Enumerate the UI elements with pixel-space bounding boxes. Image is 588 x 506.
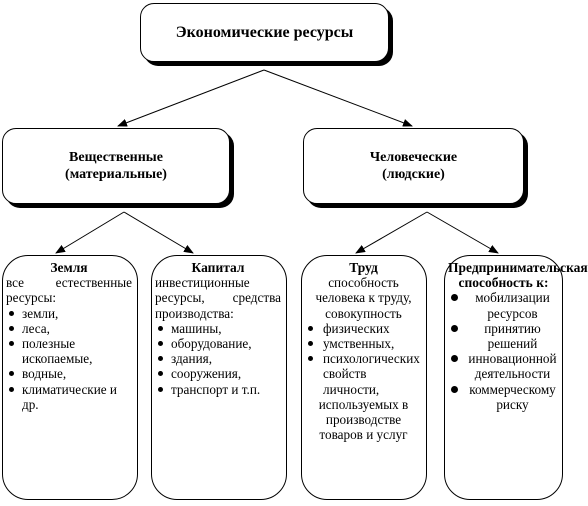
list-item: леса, (6, 321, 132, 336)
leaf-labour-desc: способность человека к труду, совокупность (315, 275, 412, 321)
list-item: коммерческому риску (448, 382, 559, 412)
arrow-human-to-entrep (427, 212, 498, 253)
leaf-capital-desc: инвестиционные ресурсы, средства производства: (155, 275, 281, 321)
arrow-root-to-human (264, 70, 412, 126)
branch-material-node (2, 128, 230, 204)
list-item: водные, (6, 366, 132, 381)
leaf-entrepreneurship (444, 255, 588, 500)
leaf-entrepreneurship-list (448, 290, 559, 412)
list-item: принятию решений (448, 321, 559, 351)
arrow-root-to-material (118, 70, 264, 126)
leaf-capital-list (155, 321, 281, 397)
branch-human-subtitle: (людские) (382, 167, 445, 182)
arrow-material-to-earth (56, 212, 124, 253)
leaf-entrepreneurship-title: Предпринимательская способность к: (448, 260, 588, 291)
leaf-labour-tail: используемых в производстве товаров и услуг (318, 396, 409, 443)
branch-material-title: Вещественные (69, 150, 163, 165)
branch-material-subtitle: (материальные) (65, 167, 167, 182)
list-item: сооружения, (155, 366, 281, 381)
leaf-capital (151, 255, 287, 500)
list-item: оборудование, (155, 336, 281, 351)
leaf-labour-title: Труд (349, 260, 378, 275)
arrow-human-to-labour (356, 212, 427, 253)
list-item: физических (305, 321, 422, 336)
list-item: земли, (6, 306, 132, 321)
leaf-labour-list (305, 321, 422, 397)
list-item: машины, (155, 321, 281, 336)
list-item: климатические и др. (6, 382, 132, 412)
list-item: инновационной деятельности (448, 351, 559, 381)
list-item: полезные ископаемые, (6, 336, 132, 366)
leaf-earth (2, 255, 138, 500)
branch-human-title: Человеческие (369, 150, 458, 165)
arrow-material-to-capital (124, 212, 193, 253)
list-item: мобилизации ресурсов (448, 290, 559, 320)
list-item: транспорт и т.п. (155, 382, 281, 397)
leaf-earth-list (6, 306, 132, 412)
leaf-capital-title: Капитал (191, 260, 245, 275)
leaf-earth-title: Земля (50, 260, 88, 275)
list-item: умственных, (305, 336, 422, 351)
leaf-labour (301, 255, 427, 500)
list-item: здания, (155, 351, 281, 366)
root-node (140, 3, 389, 62)
leaf-earth-desc: все естественные ресурсы: (6, 275, 132, 306)
branch-human-node (303, 128, 524, 204)
list-item: психологических свойств личности, (305, 351, 422, 397)
root-label: Экономические ресурсы (175, 23, 354, 41)
